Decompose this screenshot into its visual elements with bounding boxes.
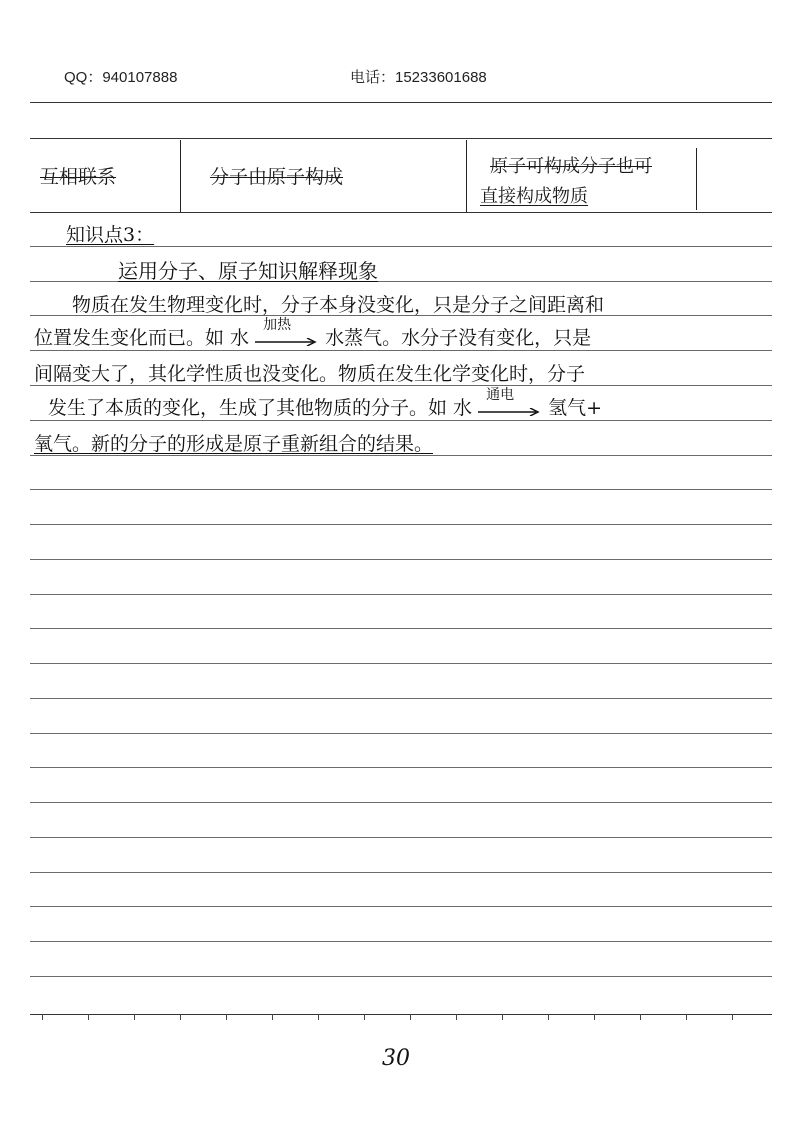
phone-contact: 电话：15233601688 <box>350 69 487 86</box>
table-cell-atom-line2: 直接构成物质 <box>480 186 588 207</box>
ruled-line <box>30 767 772 768</box>
ruled-line <box>30 663 772 664</box>
ruled-line <box>30 524 772 525</box>
body-line-3: 间隔变大了，其化学性质也没变化。物质在发生化学变化时，分子 <box>34 363 586 385</box>
ruled-line <box>30 906 772 907</box>
table-divider <box>696 148 697 210</box>
body-line-1: 物质在发生物理变化时，分子本身没变化，只是分子之间距离和 <box>72 294 605 316</box>
body-line-2 <box>34 317 592 350</box>
body-line-5: 氧气。新的分子的形成是原子重新组合的结果。 <box>34 433 434 455</box>
table-cell-atom-line1: 原子可构成分子也可 <box>490 156 652 177</box>
reaction-arrow <box>478 387 542 418</box>
ruled-line <box>30 628 772 629</box>
body-line-2-text-b: 水蒸气。水分子没有变化，只是 <box>325 327 592 349</box>
reaction-condition-heat: 加热 <box>263 317 292 333</box>
table-divider <box>466 140 467 212</box>
ruled-line <box>30 102 772 103</box>
reaction-condition-electricity: 通电 <box>486 387 515 403</box>
right-arrow-icon <box>478 408 542 416</box>
ruled-line <box>30 489 772 490</box>
ruled-line <box>30 837 772 838</box>
ruled-line <box>30 872 772 873</box>
ruled-line <box>30 559 772 560</box>
right-arrow-icon <box>255 338 319 346</box>
section-subheading: 运用分子、原子知识解释现象 <box>118 259 378 283</box>
reaction-arrow <box>255 317 319 348</box>
table-divider <box>180 140 181 212</box>
ruled-line <box>30 698 772 699</box>
ruled-line <box>30 350 772 351</box>
table-cell-molecule: 分子由原子构成 <box>210 166 344 188</box>
ruled-line <box>30 212 772 213</box>
comparison-table-row <box>34 140 698 210</box>
page-header <box>0 66 800 90</box>
ruled-line <box>30 802 772 803</box>
qq-contact: QQ：940107888 <box>64 69 178 86</box>
table-cell-relation: 互相联系 <box>40 166 117 188</box>
body-line-4-text-b: 氢气+ <box>548 397 603 419</box>
ruled-line <box>30 941 772 942</box>
section-heading: 知识点3： <box>66 224 155 246</box>
ruled-line <box>30 138 772 139</box>
ruled-line <box>30 420 772 421</box>
ruled-line <box>30 733 772 734</box>
ruled-line <box>30 594 772 595</box>
page-number: 30 <box>382 1046 410 1071</box>
body-line-4 <box>48 387 603 420</box>
body-line-2-text-a: 位置发生变化而已。如 水 <box>34 327 250 349</box>
body-line-4-text-a: 发生了本质的变化，生成了其他物质的分子。如 水 <box>48 397 473 419</box>
ruled-line <box>30 976 772 977</box>
bottom-ruler-ticks <box>30 1014 772 1024</box>
